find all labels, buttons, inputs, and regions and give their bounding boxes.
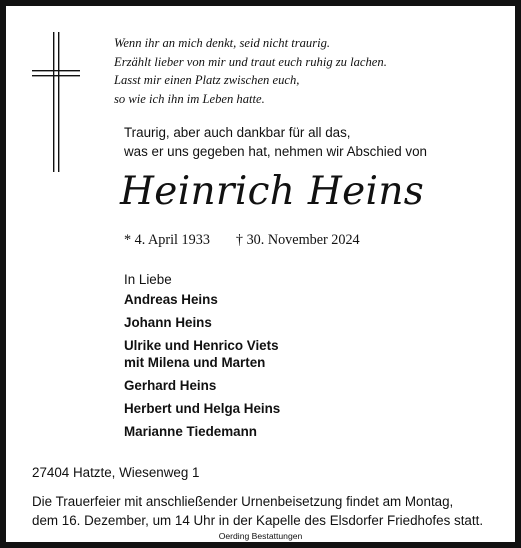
mourner-entry <box>124 377 280 394</box>
mourners-lead: In Liebe <box>124 272 172 287</box>
intro-text <box>124 123 427 161</box>
notice-content <box>10 10 511 541</box>
mourner-entry <box>124 337 280 371</box>
ceremony-line: dem 16. Dezember, um 14 Uhr in der Kapelle des Elsdorfer Friedhofes statt. <box>32 513 484 528</box>
intro-line: was er uns gegeben hat, nehmen wir Abschied von <box>124 144 427 159</box>
family-address: 27404 Hatzte, Wiesenweg 1 <box>32 465 200 480</box>
birth-date: * 4. April 1933 <box>124 232 210 248</box>
mourner-name: Gerhard Heins <box>124 378 217 393</box>
mourner-name: Marianne Tiedemann <box>124 424 257 439</box>
poem-line: so wie ich ihn im Leben hatte. <box>114 91 265 106</box>
deceased-name: Heinrich Heins <box>120 169 425 214</box>
mourner-entry <box>124 423 280 440</box>
intro-line: Traurig, aber auch dankbar für all das, <box>124 125 351 140</box>
mourner-entry <box>124 314 280 331</box>
mourner-name: Ulrike und Henrico Viets <box>124 338 279 353</box>
funeral-home-credit: Oerding Bestattungen <box>218 531 303 541</box>
poem-line: Erzählt lieber von mir und traut euch ruhig zu lachen. <box>114 54 387 69</box>
mourner-name: Andreas Heins <box>124 292 218 307</box>
life-dates <box>124 230 360 250</box>
mourner-name: Johann Heins <box>124 315 212 330</box>
ceremony-line: Die Trauerfeier mit anschließender Urnenbeisetzung findet am Montag, <box>32 494 454 509</box>
mourner-name: Herbert und Helga Heins <box>124 401 281 416</box>
poem-line: Wenn ihr an mich denkt, seid nicht traurig. <box>114 36 331 50</box>
mourner-entry <box>124 291 280 308</box>
cross-icon <box>32 32 80 172</box>
poem <box>114 34 387 108</box>
death-date: † 30. November 2024 <box>235 232 360 248</box>
mourner-entry <box>124 400 280 417</box>
mourner-name: mit Milena und Marten <box>124 355 266 370</box>
poem-line: Lasst mir einen Platz zwischen euch, <box>114 73 300 87</box>
mourners-list <box>124 269 280 446</box>
ceremony-info <box>32 492 483 530</box>
